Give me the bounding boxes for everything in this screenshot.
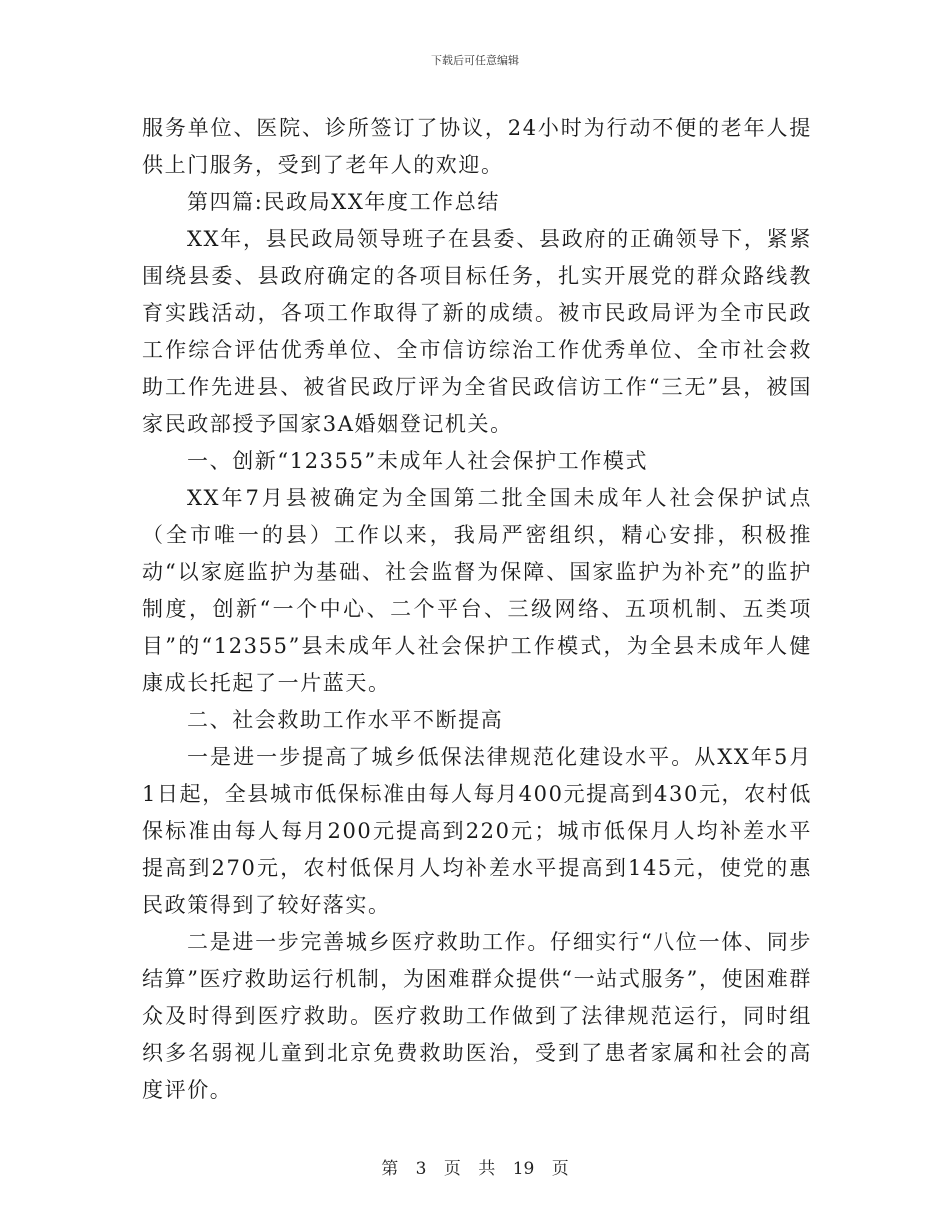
paragraph-low-income: 一是进一步提高了城乡低保法律规范化建设水平。从XX年5月1日起，全县城市低保标准由每人每月400元提高到430元，农村低保标准由每人每月200元提高到220元；城市低保月人均补差水平提高到270元，农村低保月人均补差水平提高到145元，使党的惠民政策得到了较好落实。	[142, 745, 812, 917]
subheading-two: 二、社会救助工作水平不断提高	[187, 708, 504, 732]
page-header: 下载后可任意编辑	[431, 54, 519, 67]
current-page-number: 3	[415, 1159, 427, 1179]
paragraph-medical-aid: 二是进一步完善城乡医疗救助工作。仔细实行“八位一体、同步结算”医疗救助运行机制，为困难群众提供“一站式服务”，使困难群众及时得到医疗救助。医疗救助工作做到了法律规范运行，同时组织多名弱视儿童到北京免费救助医治，受到了患者家属和社会的高度评价。	[142, 930, 812, 1102]
paragraph-minors-protection: XX年7月县被确定为全国第二批全国未成年人社会保护试点（全市唯一的县）工作以来，我局严密组织，精心安排，积极推动“以家庭监护为基础、社会监督为保障、国家监护为补充”的监护制度，创新“一个中心、二个平台、三级网络、五项机制、五类项目”的“12355”县未成年人社会保护工作模式，为全县未成年人健康成长托起了一片蓝天。	[142, 486, 812, 695]
page-footer	[0, 1154, 950, 1179]
section-title: 第四篇:民政局XX年度工作总结	[187, 190, 500, 214]
document-body	[142, 110, 812, 1109]
paragraph-intro: XX年，县民政局领导班子在县委、县政府的正确领导下，紧紧围绕县委、县政府确定的各项目标任务，扎实开展党的群众路线教育实践活动，各项工作取得了新的成绩。被市民政局评为全市民政工作综合评估优秀单位、全市信访综治工作优秀单位、全市社会救助工作先进县、被省民政厅评为全省民政信访工作“三无”县，被国家民政部授予国家3A婚姻登记机关。	[142, 227, 812, 436]
total-prefix: 共	[478, 1159, 496, 1179]
page-prefix: 第	[381, 1159, 399, 1179]
subheading-one: 一、创新“12355”未成年人社会保护工作模式	[187, 449, 649, 473]
total-page-number: 19	[512, 1159, 535, 1179]
page-label: 页	[443, 1159, 461, 1179]
total-suffix: 页	[551, 1159, 569, 1179]
paragraph-continuation: 服务单位、医院、诊所签订了协议，24小时为行动不便的老年人提供上门服务，受到了老年人的欢迎。	[142, 116, 812, 177]
